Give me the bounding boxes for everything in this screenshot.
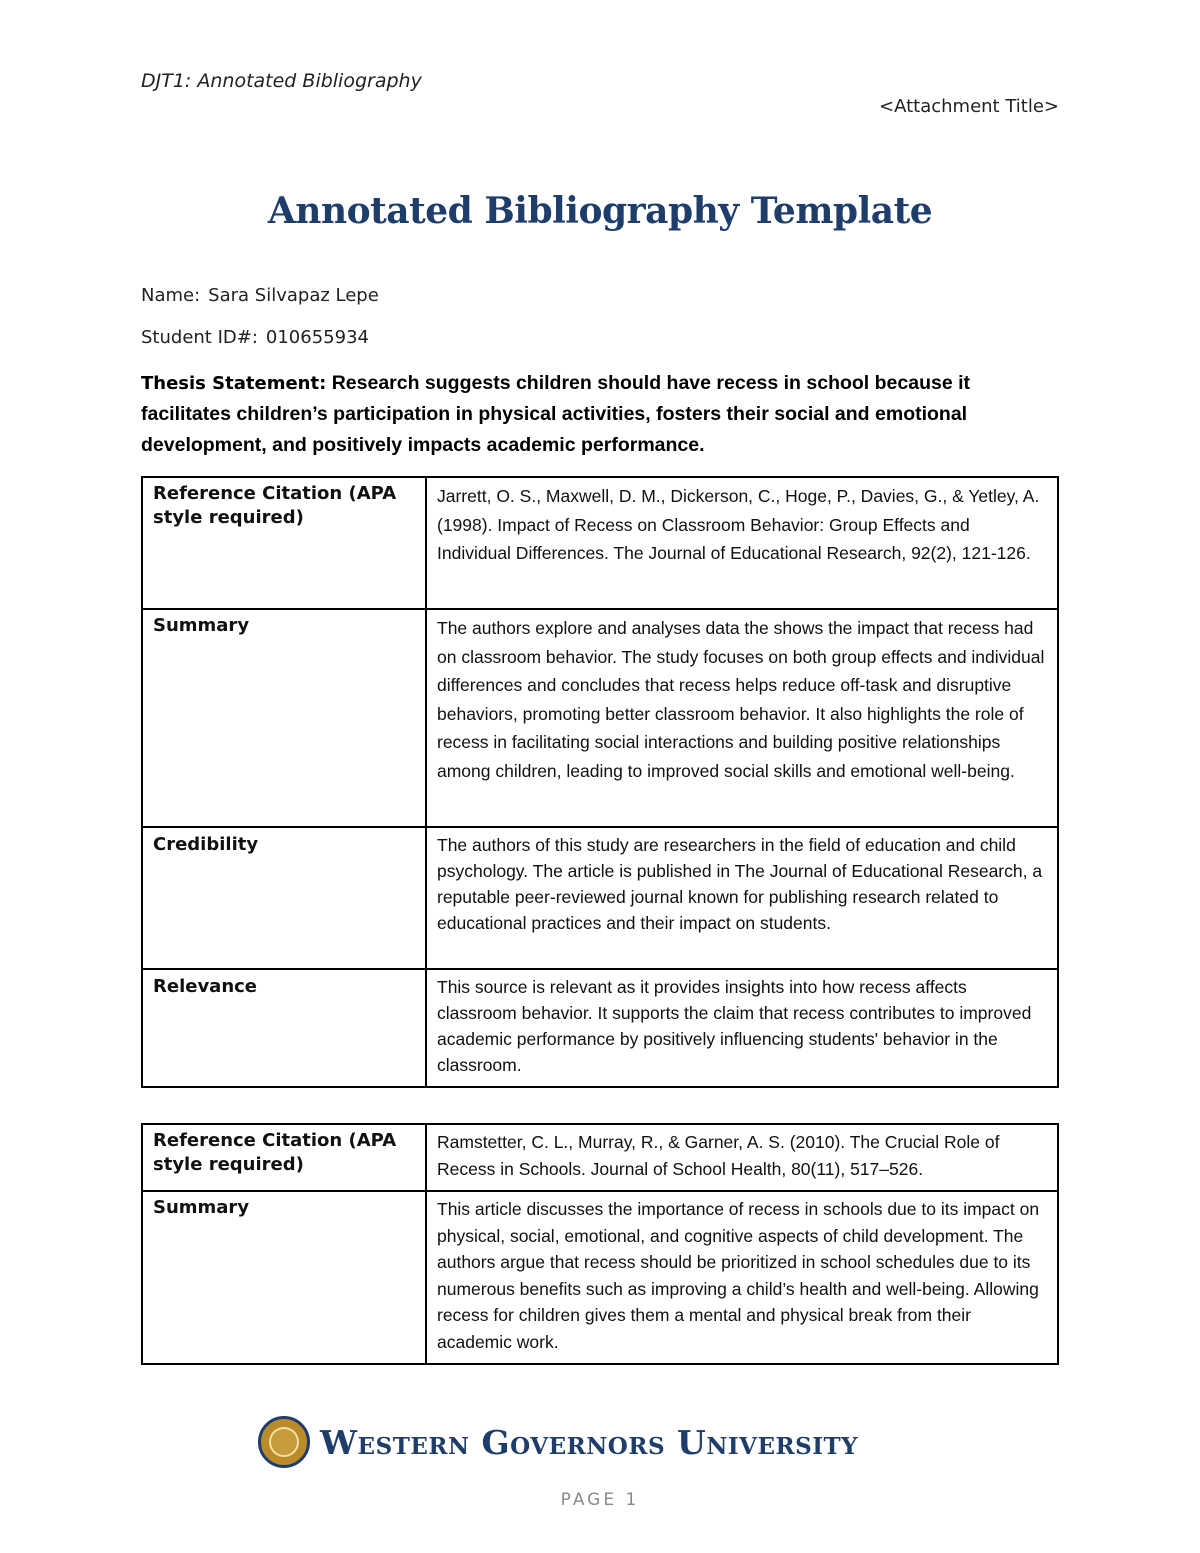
thesis-statement <box>141 368 1041 461</box>
relevance-label: Relevance <box>142 969 426 1087</box>
running-header: DJT1: Annotated Bibliography <box>141 70 422 92</box>
summary-text: The authors explore and analyses data the shows the impact that recess had on classroom behavior. The study focuses on both group effects and individual differences and concludes that recess helps reduce off-task and disruptive behaviors, promoting better classroom behavior. It also highlights the role of recess in facilitating social interactions and building positive relationships among children, leading to improved social skills and emotional well-being. <box>426 609 1058 827</box>
table-row <box>142 827 1058 969</box>
bibliography-entry-2 <box>141 1123 1059 1365</box>
table-row <box>142 1191 1058 1364</box>
student-id-label: Student ID#: <box>141 327 258 348</box>
relevance-text: This source is relevant as it provides insights into how recess affects classroom behavior. It supports the claim that recess contributes to improved academic performance by positively influencing students' behavior in the classroom. <box>426 969 1058 1087</box>
citation-label: Reference Citation (APA style required) <box>142 1124 426 1191</box>
citation-text: Jarrett, O. S., Maxwell, D. M., Dickerson, C., Hoge, P., Davies, G., & Yetley, A. (1998). Impact of Recess on Classroom Behavior: Group Effects and Individual Differences. The Journal of Educational Research, 92(2), 121-126. <box>426 477 1058 609</box>
credibility-text: The authors of this study are researchers in the field of education and child psychology. The article is published in The Journal of Educational Research, a reputable peer-reviewed journal known for publishing research related to educational practices and their impact on students. <box>426 827 1058 969</box>
name-label: Name: <box>141 285 201 306</box>
citation-label: Reference Citation (APA style required) <box>142 477 426 609</box>
thesis-text: Research suggests children should have recess in school because it facilitates children’s participation in physical activities, fosters their social and emotional development, and positively impacts academic performance. <box>141 372 971 456</box>
student-id-value: 010655934 <box>265 327 369 348</box>
page-title: Annotated Bibliography Template <box>267 190 933 232</box>
citation-text: Ramstetter, C. L., Murray, R., & Garner, A. S. (2010). The Crucial Role of Recess in Schools. Journal of School Health, 80(11), 517–526. <box>426 1124 1058 1191</box>
university-seal-icon <box>258 1416 310 1468</box>
attachment-title: <Attachment Title> <box>879 96 1059 117</box>
bibliography-entry-1 <box>141 476 1059 1088</box>
table-row <box>142 1124 1058 1191</box>
page-number: PAGE 1 <box>560 1490 640 1510</box>
summary-text: This article discusses the importance of recess in schools due to its impact on physical, social, emotional, and cognitive aspects of child development. The authors argue that recess should be prioritized in school schedules due to its numerous benefits such as improving a child’s health and well-being. Allowing recess for children gives them a mental and physical break from their academic work. <box>426 1191 1058 1364</box>
university-logo <box>258 1414 858 1470</box>
thesis-label: Thesis Statement: <box>141 373 327 394</box>
student-id-field <box>141 327 369 348</box>
name-field <box>141 285 379 306</box>
summary-label: Summary <box>142 1191 426 1364</box>
logo-text: Western Governors University <box>320 1422 859 1462</box>
table-row <box>142 969 1058 1087</box>
summary-label: Summary <box>142 609 426 827</box>
table-row <box>142 609 1058 827</box>
table-row <box>142 477 1058 609</box>
name-value: Sara Silvapaz Lepe <box>208 285 379 306</box>
credibility-label: Credibility <box>142 827 426 969</box>
